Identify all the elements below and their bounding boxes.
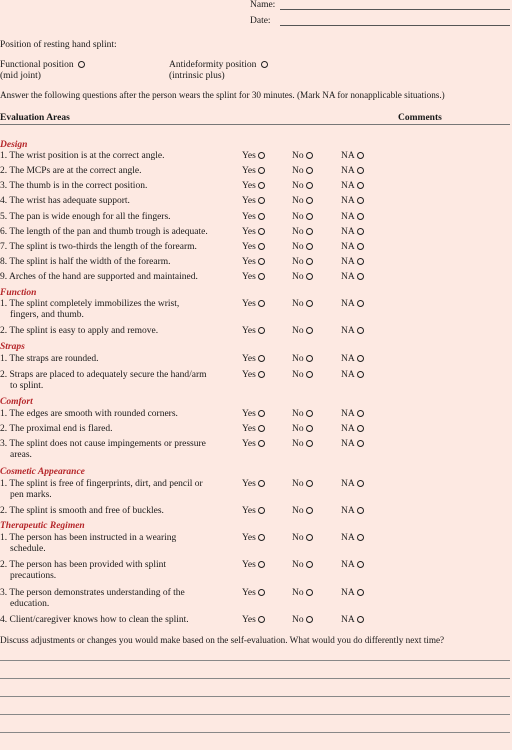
answer-na-option[interactable] [341,560,364,571]
section-title: Straps [0,342,25,352]
radio-circle-icon[interactable] [306,182,313,189]
answer-yes-label: Yes [242,196,256,206]
answer-yes-label: Yes [242,424,256,434]
question-item: 1. The edges are smooth with rounded corners. [0,409,178,419]
answer-no-option[interactable] [292,272,313,283]
radio-circle-icon[interactable] [258,300,265,307]
answer-na-option[interactable] [341,409,364,420]
answer-na-label: NA [341,242,355,252]
answer-na-label: NA [341,227,355,237]
answer-na-label: NA [341,560,355,570]
answer-na-label: NA [341,370,355,380]
answer-no-option[interactable] [292,354,313,365]
radio-circle-icon[interactable] [306,440,313,447]
answer-yes-option[interactable] [242,272,265,283]
response-line[interactable] [0,732,510,733]
antideformity-position-option[interactable] [169,60,268,71]
answer-na-option[interactable] [341,242,364,253]
answer-yes-label: Yes [242,533,256,543]
answer-yes-label: Yes [242,588,256,598]
answer-no-option[interactable] [292,326,313,337]
question-item: 3. The thumb is in the correct position. [0,181,148,191]
answer-yes-option[interactable] [242,151,265,162]
radio-circle-icon[interactable] [306,507,313,514]
answer-no-option[interactable] [292,227,313,238]
answer-yes-label: Yes [242,354,256,364]
answer-no-label: No [292,370,304,380]
answer-yes-option[interactable] [242,439,265,450]
radio-circle-icon[interactable] [357,273,364,280]
answer-no-option[interactable] [292,257,313,268]
answer-no-label: No [292,506,304,516]
position-title: Position of resting hand splint: [0,40,117,50]
answer-yes-option[interactable] [242,242,265,253]
answer-na-option[interactable] [341,479,364,490]
answer-yes-option[interactable] [242,326,265,337]
answer-na-option[interactable] [341,588,364,599]
response-line[interactable] [0,696,510,697]
answer-no-option[interactable] [292,212,313,223]
question-item: 3. The person demonstrates understanding of the education. [0,588,185,609]
answer-na-option[interactable] [341,439,364,450]
radio-circle-icon[interactable] [306,167,313,174]
answer-na-option[interactable] [341,151,364,162]
question-item: 5. The pan is wide enough for all the fingers. [0,212,171,222]
answer-na-label: NA [341,196,355,206]
answer-no-option[interactable] [292,424,313,435]
answer-no-option[interactable] [292,166,313,177]
answer-yes-label: Yes [242,560,256,570]
radio-circle-icon[interactable] [357,152,364,159]
answer-na-label: NA [341,166,355,176]
answer-yes-label: Yes [242,212,256,222]
radio-circle-icon[interactable] [357,355,364,362]
answer-na-label: NA [341,212,355,222]
radio-circle-icon[interactable] [258,243,265,250]
radio-circle-icon[interactable] [258,167,265,174]
answer-na-label: NA [341,615,355,625]
radio-circle-icon[interactable] [258,616,265,623]
question-item: 2. The splint is smooth and free of buckles. [0,506,164,516]
answer-no-option[interactable] [292,409,313,420]
question-item: 1. The wrist position is at the correct angle. [0,151,165,161]
radio-circle-icon[interactable] [258,440,265,447]
answer-no-option[interactable] [292,588,313,599]
answer-yes-label: Yes [242,299,256,309]
radio-circle-icon[interactable] [357,213,364,220]
answer-no-option[interactable] [292,506,313,517]
answer-na-option[interactable] [341,272,364,283]
answer-no-option[interactable] [292,151,313,162]
radio-circle-icon[interactable] [357,440,364,447]
answer-yes-label: Yes [242,257,256,267]
radio-circle-icon[interactable] [306,327,313,334]
question-item: 8. The splint is half the width of the forearm. [0,257,171,267]
answer-yes-label: Yes [242,479,256,489]
radio-circle-icon[interactable] [357,480,364,487]
radio-circle-icon[interactable] [258,182,265,189]
answer-yes-label: Yes [242,409,256,419]
answer-na-option[interactable] [341,227,364,238]
answer-no-option[interactable] [292,560,313,571]
radio-circle-icon[interactable] [357,300,364,307]
answer-na-option[interactable] [341,354,364,365]
question-item: 3. The splint does not cause impingements or pressure areas. [0,439,206,460]
radio-circle-icon[interactable] [258,213,265,220]
answer-no-label: No [292,181,304,191]
response-line[interactable] [0,714,510,715]
answer-na-option[interactable] [341,370,364,381]
evaluation-areas-header: Evaluation Areas [0,113,70,123]
question-item: 2. The splint is easy to apply and remove. [0,326,159,336]
radio-circle-icon[interactable] [258,534,265,541]
functional-position-label: Functional position [0,60,74,70]
question-item: 2. Straps are placed to adequately secure the hand/arm to splint. [0,370,207,391]
answer-no-label: No [292,439,304,449]
radio-circle-icon[interactable] [357,371,364,378]
answer-no-label: No [292,299,304,309]
answer-yes-option[interactable] [242,370,265,381]
answer-no-label: No [292,151,304,161]
discussion-prompt: Discuss adjustments or changes you would make based on the self-evaluation. What would you do differently next time? [0,635,445,645]
radio-circle-icon[interactable] [258,273,265,280]
answer-na-label: NA [341,272,355,282]
antideformity-position-label: Antideformity position [169,60,257,70]
radio-circle-icon[interactable] [306,480,313,487]
answer-na-label: NA [341,181,355,191]
date-field[interactable] [250,14,510,26]
radio-circle-icon[interactable] [357,507,364,514]
answer-na-option[interactable] [341,196,364,207]
radio-circle-icon[interactable] [306,425,313,432]
answer-na-label: NA [341,354,355,364]
radio-circle-icon[interactable] [306,152,313,159]
answer-no-label: No [292,479,304,489]
answer-na-option[interactable] [341,506,364,517]
answer-yes-label: Yes [242,227,256,237]
radio-circle-icon[interactable] [306,589,313,596]
radio-circle-icon[interactable] [306,197,313,204]
answer-na-option[interactable] [341,212,364,223]
section-title: Design [0,140,28,150]
answer-no-label: No [292,272,304,282]
answer-na-option[interactable] [341,257,364,268]
answer-yes-label: Yes [242,166,256,176]
answer-no-option[interactable] [292,299,313,310]
answer-no-option[interactable] [292,439,313,450]
answer-no-label: No [292,533,304,543]
answer-yes-label: Yes [242,242,256,252]
question-item: 2. The MCPs are at the correct angle. [0,166,142,176]
answer-yes-option[interactable] [242,166,265,177]
answer-no-option[interactable] [292,370,313,381]
answer-yes-option[interactable] [242,588,265,599]
radio-circle-icon[interactable] [357,534,364,541]
radio-circle-icon[interactable] [306,243,313,250]
question-item: 6. The length of the pan and thumb trough is adequate. [0,227,208,237]
answer-yes-label: Yes [242,151,256,161]
section-title: Function [0,288,37,298]
answer-na-label: NA [341,299,355,309]
answer-yes-option[interactable] [242,257,265,268]
question-item: 4. The wrist has adequate support. [0,196,130,206]
radio-circle-icon[interactable] [258,152,265,159]
name-label: Name: [250,0,276,10]
answer-no-label: No [292,196,304,206]
answer-yes-label: Yes [242,439,256,449]
radio-circle-icon[interactable] [258,589,265,596]
answer-yes-option[interactable] [242,409,265,420]
answer-no-label: No [292,166,304,176]
response-line[interactable] [0,660,510,661]
answer-na-option[interactable] [341,615,364,626]
answer-no-option[interactable] [292,479,313,490]
antideformity-position-radio-icon[interactable] [261,61,268,68]
radio-circle-icon[interactable] [306,616,313,623]
answer-no-option[interactable] [292,242,313,253]
radio-circle-icon[interactable] [258,371,265,378]
header-rule [0,124,510,125]
answer-na-label: NA [341,506,355,516]
comments-header: Comments [398,113,442,123]
answer-no-option[interactable] [292,533,313,544]
radio-circle-icon[interactable] [357,182,364,189]
answer-yes-option[interactable] [242,299,265,310]
section-title: Therapeutic Regimen [0,521,85,531]
answer-yes-option[interactable] [242,506,265,517]
question-item: 4. Client/caregiver knows how to clean the splint. [0,615,189,625]
radio-circle-icon[interactable] [258,197,265,204]
response-line[interactable] [0,678,510,679]
radio-circle-icon[interactable] [357,228,364,235]
radio-circle-icon[interactable] [258,258,265,265]
answer-yes-option[interactable] [242,196,265,207]
answer-yes-label: Yes [242,370,256,380]
radio-circle-icon[interactable] [258,327,265,334]
answer-na-label: NA [341,479,355,489]
name-input-line[interactable] [280,0,510,10]
radio-circle-icon[interactable] [258,425,265,432]
radio-circle-icon[interactable] [306,273,313,280]
answer-no-label: No [292,354,304,364]
radio-circle-icon[interactable] [306,300,313,307]
answer-na-option[interactable] [341,181,364,192]
answer-yes-option[interactable] [242,354,265,365]
answer-na-label: NA [341,588,355,598]
radio-circle-icon[interactable] [357,197,364,204]
answer-na-label: NA [341,533,355,543]
functional-position-radio-icon[interactable] [78,61,85,68]
answer-na-option[interactable] [341,424,364,435]
answer-na-option[interactable] [341,299,364,310]
question-item: 2. The proximal end is flared. [0,424,113,434]
instructions: Answer the following questions after the person wears the splint for 30 minutes. (Mark NA for nonapplicable situations.) [0,90,445,100]
answer-no-option[interactable] [292,181,313,192]
question-item: 1. The splint is free of fingerprints, dirt, and pencil or pen marks. [0,479,203,500]
date-input-line[interactable] [280,16,510,26]
answer-no-label: No [292,257,304,267]
functional-position-option[interactable] [0,60,85,71]
functional-position-sub: (mid joint) [0,71,41,81]
radio-circle-icon[interactable] [306,371,313,378]
answer-yes-label: Yes [242,272,256,282]
answer-no-label: No [292,588,304,598]
answer-yes-option[interactable] [242,615,265,626]
answer-na-label: NA [341,439,355,449]
radio-circle-icon[interactable] [306,258,313,265]
answer-no-label: No [292,212,304,222]
radio-circle-icon[interactable] [357,410,364,417]
answer-yes-label: Yes [242,181,256,191]
answer-yes-option[interactable] [242,212,265,223]
radio-circle-icon[interactable] [357,425,364,432]
answer-yes-label: Yes [242,615,256,625]
radio-circle-icon[interactable] [258,507,265,514]
date-label: Date: [250,16,271,26]
question-item: 7. The splint is two-thirds the length of the forearm. [0,242,197,252]
answer-na-option[interactable] [341,533,364,544]
answer-na-label: NA [341,409,355,419]
question-item: 1. The person has been instructed in a wearing schedule. [0,533,177,554]
question-item: 1. The splint completely immobilizes the wrist, fingers, and thumb. [0,299,180,320]
radio-circle-icon[interactable] [258,561,265,568]
answer-no-label: No [292,424,304,434]
answer-yes-option[interactable] [242,479,265,490]
radio-circle-icon[interactable] [306,213,313,220]
radio-circle-icon[interactable] [258,355,265,362]
question-item: 2. The person has been provided with splint precautions. [0,560,167,581]
answer-no-label: No [292,242,304,252]
answer-no-label: No [292,409,304,419]
radio-circle-icon[interactable] [306,355,313,362]
radio-circle-icon[interactable] [258,410,265,417]
answer-yes-option[interactable] [242,560,265,571]
antideformity-position-sub: (intrinsic plus) [169,71,225,81]
answer-yes-label: Yes [242,326,256,336]
answer-na-label: NA [341,257,355,267]
answer-na-label: NA [341,151,355,161]
radio-circle-icon[interactable] [357,616,364,623]
answer-no-label: No [292,615,304,625]
radio-circle-icon[interactable] [357,589,364,596]
answer-yes-option[interactable] [242,181,265,192]
answer-yes-option[interactable] [242,533,265,544]
answer-no-label: No [292,326,304,336]
radio-circle-icon[interactable] [357,243,364,250]
answer-na-option[interactable] [341,166,364,177]
section-title: Comfort [0,397,33,407]
radio-circle-icon[interactable] [357,327,364,334]
answer-no-option[interactable] [292,615,313,626]
radio-circle-icon[interactable] [258,228,265,235]
radio-circle-icon[interactable] [357,167,364,174]
radio-circle-icon[interactable] [357,258,364,265]
question-item: 9. Arches of the hand are supported and maintained. [0,272,198,282]
answer-yes-label: Yes [242,506,256,516]
radio-circle-icon[interactable] [306,228,313,235]
answer-no-label: No [292,227,304,237]
answer-na-label: NA [341,326,355,336]
section-title: Cosmetic Appearance [0,467,85,477]
radio-circle-icon[interactable] [306,534,313,541]
answer-no-option[interactable] [292,196,313,207]
radio-circle-icon[interactable] [306,561,313,568]
radio-circle-icon[interactable] [306,410,313,417]
answer-no-label: No [292,560,304,570]
answer-na-label: NA [341,424,355,434]
name-field[interactable] [250,0,510,10]
radio-circle-icon[interactable] [258,480,265,487]
answer-na-option[interactable] [341,326,364,337]
radio-circle-icon[interactable] [357,561,364,568]
answer-yes-option[interactable] [242,424,265,435]
answer-yes-option[interactable] [242,227,265,238]
question-item: 1. The straps are rounded. [0,354,99,364]
